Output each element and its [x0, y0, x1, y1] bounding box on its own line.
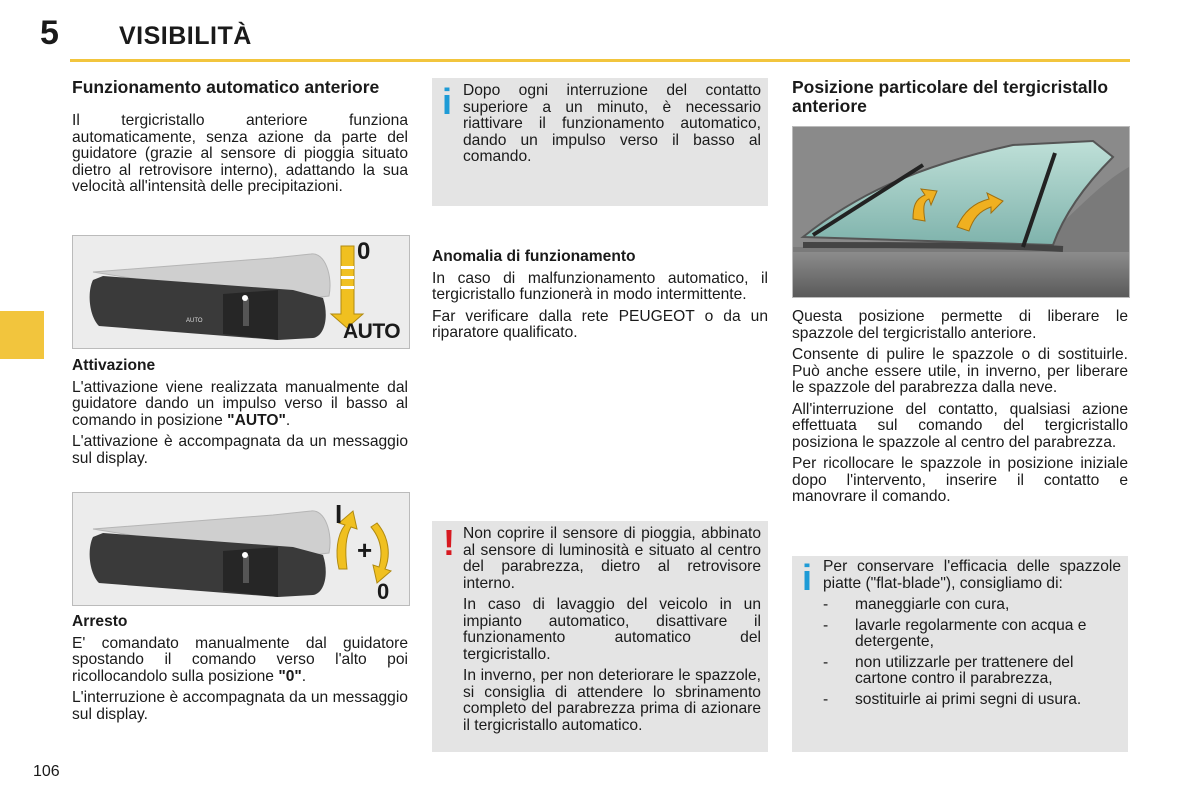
windscreen-illustration	[793, 127, 1129, 297]
info-icon: i	[802, 557, 813, 598]
info-box-flat-blade	[792, 556, 1128, 752]
stop-display-paragraph: L'interruzione è accompagnata da un messaggio sul display.	[72, 689, 408, 723]
warning-paragraph-1: Non coprire il sensore di pioggia, abbinato al sensore di luminosità e situato al centro del parabrezza, dietro al retrovisore interno.	[463, 525, 761, 592]
info-text: Dopo ogni interruzione del contatto superiore a un minuto, è necessario riattivare il funzionamento automatico, dando un impulso verso il basso al comando.	[463, 82, 761, 165]
position-0-label: 0	[357, 238, 371, 265]
warning-paragraph-2: In caso di lavaggio del veicolo in un impianto automatico, disattivare il funzionamento automatico del tergicristallo.	[463, 596, 761, 663]
section-title: Funzionamento automatico anteriore	[72, 77, 380, 97]
anomaly-section	[432, 249, 768, 347]
chapter-title: VISIBILITÀ	[119, 22, 252, 50]
stalk-auto-text: AUTO	[186, 318, 203, 324]
figure-windscreen	[792, 126, 1130, 298]
activation-paragraph: L'attivazione viene realizzata manualmente dal guidatore dando un impulso verso il basso al comando in posizione "AUTO".	[72, 378, 408, 429]
special-paragraph-3: All'interruzione del contatto, qualsiasi azione effettuata sul comando del tergicristallo posiziona le spazzole al centro del parabrezza.	[792, 400, 1128, 451]
warning-box	[432, 521, 768, 752]
activation-section	[72, 358, 408, 472]
stop-heading: Arresto	[72, 613, 128, 630]
anomaly-paragraph-1: In caso di malfunzionamento automatico, il tergicristallo funzionerà in modo intermittente.	[432, 269, 768, 303]
anomaly-paragraph-2: Far verificare dalla rete PEUGEOT o da un riparatore qualificato.	[432, 307, 768, 341]
list-item: - lavarle regolarmente con acqua e detergente,	[823, 616, 1087, 650]
page-number: 106	[33, 763, 60, 780]
list-item: - non utilizzarle per trattenere del cartone contro il parabrezza,	[823, 653, 1074, 687]
list-item: - sostituirle ai primi segni di usura.	[823, 690, 1082, 708]
stop-paragraph: E' comandato manualmente dal guidatore spostando il comando verso l'alto poi ricollocandolo sulla posizione "0".	[72, 634, 408, 685]
column-special-position	[792, 78, 1128, 132]
warning-paragraph-3: In inverno, per non deteriorare le spazzole, si consiglia di attendere lo sbrinamento completo del parabrezza prima di azionare il tergicristallo automatico.	[463, 667, 761, 734]
list-item: - maneggiarle con cura,	[823, 596, 1010, 613]
info-box-reactivate	[432, 78, 768, 206]
plus-label: +	[357, 535, 373, 565]
info-icon: i	[442, 81, 453, 122]
position-0-label: 0	[377, 579, 390, 604]
activation-heading: Attivazione	[72, 357, 156, 374]
special-position-text	[792, 309, 1128, 511]
warning-icon: !	[443, 522, 455, 563]
anomaly-heading: Anomalia di funzionamento	[432, 248, 636, 265]
special-paragraph-4: Per ricollocare le spazzole in posizione iniziale dopo l'intervento, inserire il contatto e manovrare il comando.	[792, 455, 1128, 505]
section-title: Posizione particolare del tergicristallo anteriore	[792, 77, 1109, 116]
position-auto-label: AUTO	[343, 320, 401, 343]
figure-stalk-auto	[72, 235, 410, 349]
intro-paragraph: Il tergicristallo anteriore funziona automaticamente, senza azione da parte del guidatore (grazie al sensore di pioggia situato dietro al retrovisore interno), adattando la sua velocità all'intensità delle precipitazioni.	[72, 112, 408, 195]
info-intro: Per conservare l'efficacia delle spazzole piatte ("flat-blade"), consigliamo di:	[823, 558, 1121, 592]
column-automatic-operation	[72, 78, 408, 201]
special-paragraph-1: Questa posizione permette di liberare le spazzole del tergicristallo anteriore.	[792, 308, 1128, 342]
header-rule	[70, 59, 1130, 62]
special-paragraph-2: Consente di pulire le spazzole o di sostituirle. Può anche essere utile, in inverno, per liberare le spazzole del parabrezza dalla neve.	[792, 346, 1128, 396]
figure-stalk-single-wipe	[72, 492, 410, 606]
activation-display-paragraph: L'attivazione è accompagnata da un messaggio sul display.	[72, 433, 408, 467]
position-i-label: I	[335, 499, 343, 529]
chapter-number: 5	[40, 14, 59, 52]
stop-section	[72, 614, 408, 728]
chapter-tab	[0, 311, 44, 359]
